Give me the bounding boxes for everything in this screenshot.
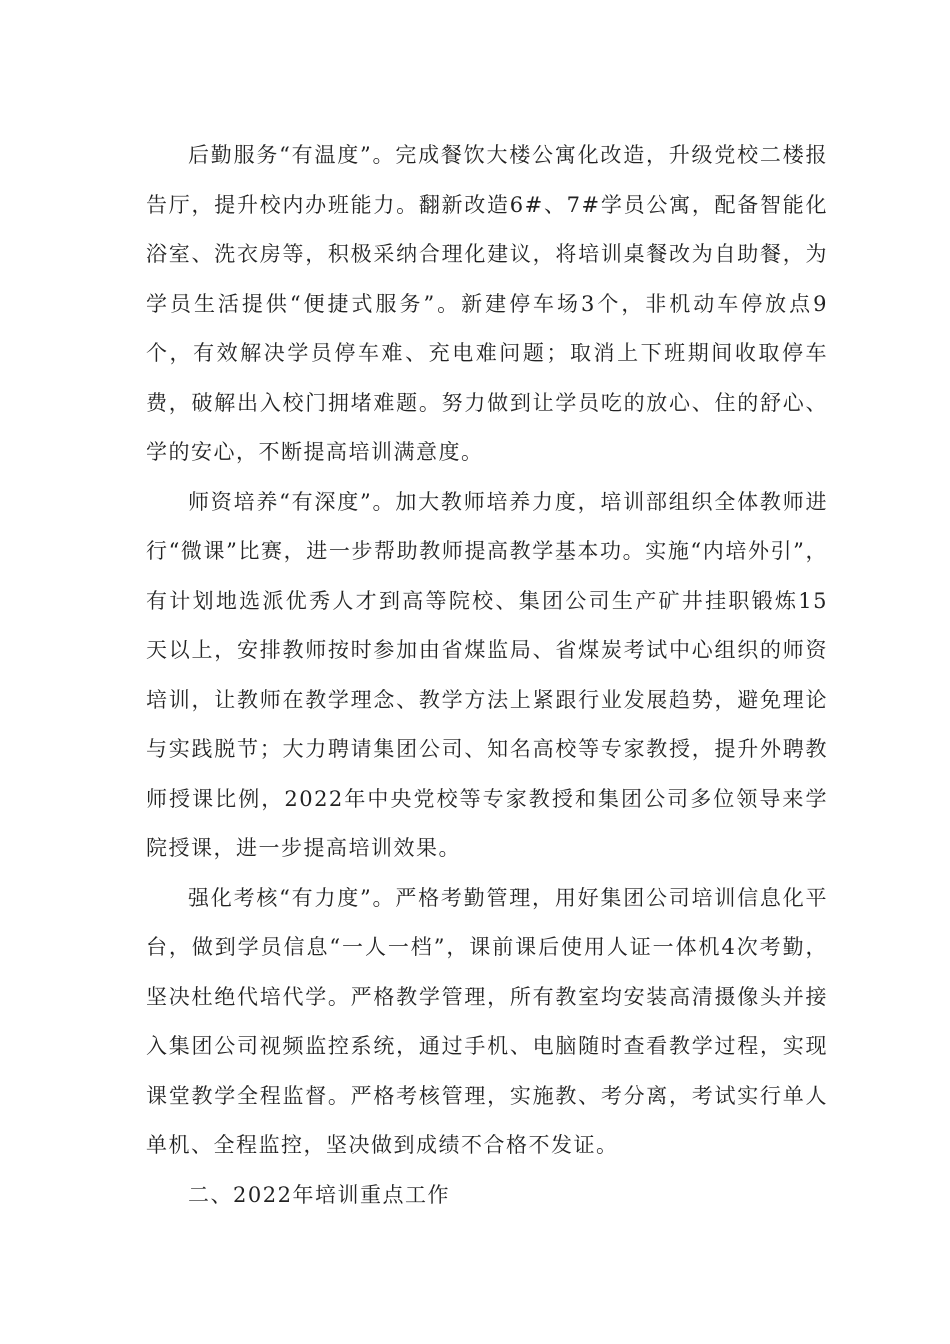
paragraph-teacher-training: 师资培养“有深度”。加大教师培养力度，培训部组织全体教师进行“微课”比赛，进一步帮助教师提高教学基本功。实施“内培外引”，有计划地选派优秀人才到高等院校、集团公司生产矿井挂职锻炼15天以上，安排教师按时参加由省煤监局、省煤炭考试中心组织的师资培训，让教师在教学理念、教学方法上紧跟行业发展趋势，避免理论与实践脱节；大力聘请集团公司、知名高校等专家教授，提升外聘教师授课比例，2022年中央党校等专家教授和集团公司多位领导来学院授课，进一步提高培训效果。 [146, 489, 828, 860]
section-heading: 二、2022年培训重点工作 [188, 1182, 450, 1207]
paragraph-logistics-service: 后勤服务“有温度”。完成餐饮大楼公寓化改造，升级党校二楼报告厅，提升校内办班能力。翻新改造6#、7#学员公寓，配备智能化浴室、洗衣房等，积极采纳合理化建议，将培训桌餐改为自助餐，为学员生活提供“便捷式服务”。新建停车场3个，非机动车停放点9个，有效解决学员停车难、充电难问题；取消上下班期间收取停车费，破解出入校门拥堵难题。努力做到让学员吃的放心、住的舒心、学的安心，不断提高培训满意度。 [146, 143, 828, 464]
paragraph-assessment: 强化考核“有力度”。严格考勤管理，用好集团公司培训信息化平台，做到学员信息“一人一档”，课前课后使用人证一体机4次考勤，坚决杜绝代培代学。严格教学管理，所有教室均安装高清摄像头并接入集团公司视频监控系统，通过手机、电脑随时查看教学过程，实现课堂教学全程监督。严格考核管理，实施教、考分离，考试实行单人单机、全程监控，坚决做到成绩不合格不发证。 [146, 885, 828, 1157]
document-body [146, 131, 828, 1220]
